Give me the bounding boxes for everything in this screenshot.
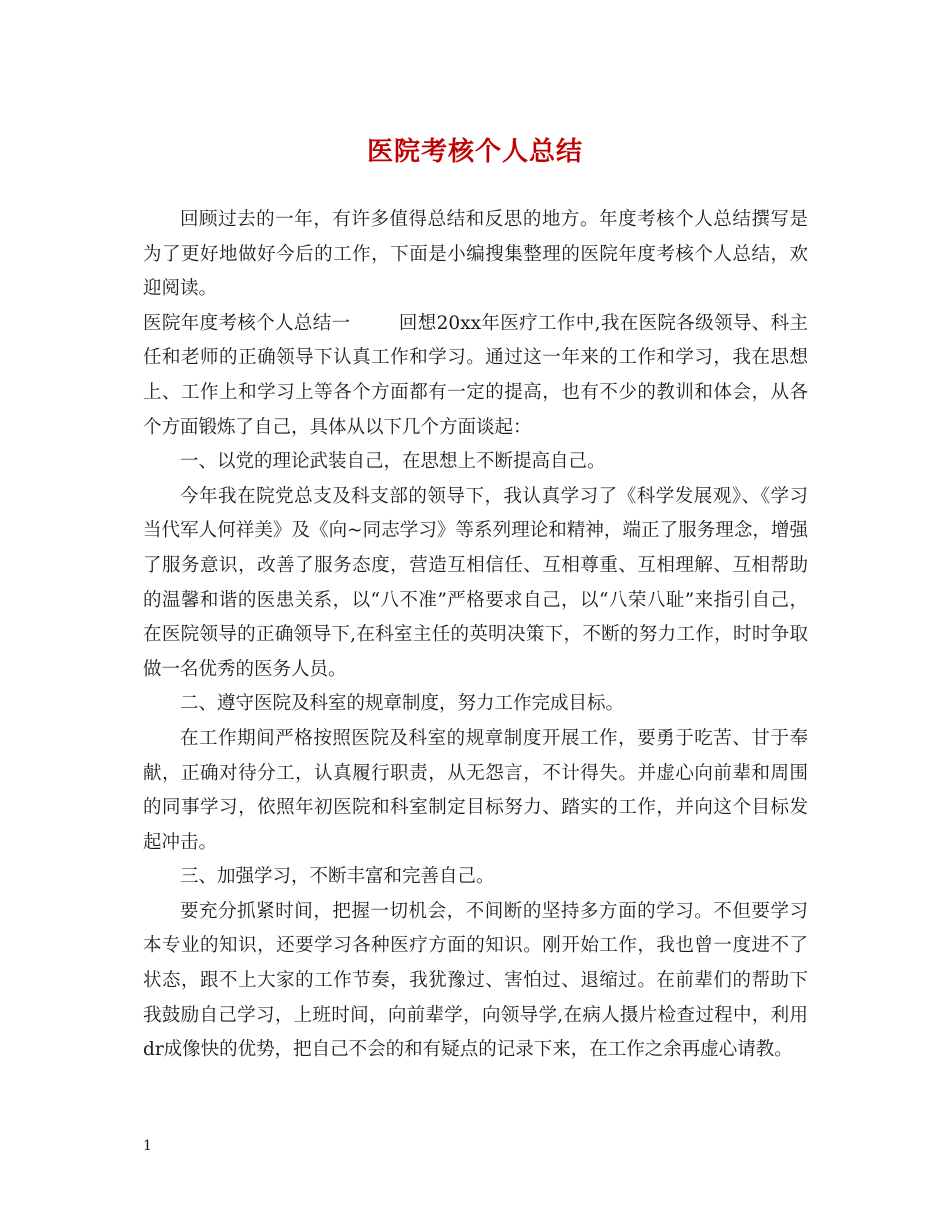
point-1-text: 今年我在院党总支及科支部的领导下，我认真学习了《科学发展观》、《学习当代军人何祥美》及《向~同志学习》等系列理论和精神，端正了服务理念，增强了服务意识，改善了服务态度，营造互相信任、互相尊重、互相理解、互相帮助的温馨和谐的医患关系，以“八不准”严格要求自己，以“八荣八耻”来指引自己，在医院领导的正确领导下,在科室主任的英明决策下，不断的努力工作，时时争取做一名优秀的医务人员。	[143, 485, 808, 680]
point-1-heading: 一、以党的理论武装自己，在思想上不断提高自己。	[180, 451, 606, 473]
document-body	[143, 203, 808, 1068]
point-3-heading: 三、加强学习，不断丰富和完善自己。	[180, 866, 495, 888]
point-2-heading: 二、遵守医院及科室的规章制度，努力工作完成目标。	[180, 693, 625, 715]
point-3-text: 要充分抓紧时间，把握一切机会，不间断的坚持多方面的学习。不但要学习本专业的知识，还要学习各种医疗方面的知识。刚开始工作，我也曾一度进不了状态，跟不上大家的工作节奏，我犹豫过、害怕过、退缩过。在前辈们的帮助下我鼓励自己学习，上班时间，向前辈学，向领导学,在病人摄片检查过程中，利用dr成像快的优势，把自己不会的和有疑点的记录下来，在工作之余再虚心请教。	[143, 900, 808, 1061]
intro-paragraph: 回顾过去的一年，有许多值得总结和反思的地方。年度考核个人总结撰写是为了更好地做好今后的工作，下面是小编搜集整理的医院年度考核个人总结，欢迎阅读。	[143, 209, 808, 300]
section-heading: 医院年度考核个人总结一	[143, 312, 351, 334]
document-title: 医院考核个人总结	[366, 137, 583, 167]
page-number: 1	[143, 1138, 152, 1154]
section-paragraph	[143, 307, 808, 445]
point-2-text: 在工作期间严格按照医院及科室的规章制度开展工作，要勇于吃苦、甘于奉献，正确对待分工，认真履行职责，从无怨言，不计得失。并虚心向前辈和周围的同事学习，依照年初医院和科室制定目标努力、踏实的工作，并向这个目标发起冲击。	[143, 727, 808, 853]
section-text: 回想20xx年医疗工作中,我在医院各级领导、科主任和老师的正确领导下认真工作和学习。通过这一年来的工作和学习，我在思想上、工作上和学习上等各个方面都有一定的提高，也有不少的教训和体会，从各个方面锻炼了自己，具体从以下几个方面谈起：	[143, 312, 808, 438]
